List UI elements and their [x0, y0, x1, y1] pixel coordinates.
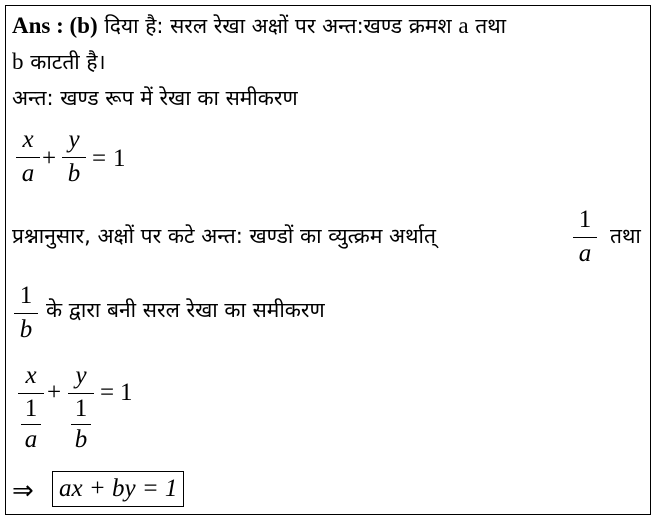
numerator-x: x [22, 126, 34, 153]
plus-sign: + [47, 379, 62, 406]
implies-arrow: ⇒ [12, 476, 34, 505]
fraction-1-over-b [14, 282, 38, 344]
tatha-word: तथा [475, 14, 507, 38]
numerator-x: x [25, 362, 37, 389]
numerator-one: 1 [19, 282, 33, 309]
compound-fraction-x [18, 362, 44, 453]
fraction-x-over-a [16, 126, 40, 188]
compound-fraction-y [68, 362, 94, 453]
fraction-bar [16, 157, 40, 158]
plus-sign: + [42, 145, 57, 172]
fraction-bar [573, 237, 597, 238]
final-equation-box: ax + by = 1 [52, 471, 184, 507]
intercept-b: b [12, 49, 24, 74]
fraction-bar [14, 313, 38, 314]
fraction-y-over-b [62, 126, 86, 188]
rhs-one: 1 [113, 145, 126, 172]
denominator-a: a [578, 240, 592, 267]
fraction-1-over-a [573, 206, 597, 268]
answer-line-1 [12, 14, 506, 37]
numerator-y: y [68, 126, 80, 153]
given-text: दिया है: सरल रेखा अक्षों पर अन्त:खण्ड क्रमश [104, 14, 452, 38]
reciprocal-text: प्रश्नानुसार, अक्षों पर कटे अन्त: खण्डों का व्युत्क्रम अर्थात् [12, 224, 436, 248]
rhs-one: 1 [120, 379, 133, 406]
inner-fraction-bar [21, 424, 41, 425]
line-equation-heading: के द्वारा बनी सरल रेखा का समीकरण [46, 298, 325, 322]
inner-fraction-bar [71, 424, 91, 425]
intercept-form-heading: अन्त: खण्ड रूप में रेखा का समीकरण [12, 86, 298, 110]
fraction-bar [68, 393, 94, 394]
answer-box [5, 5, 651, 515]
denominator-a: a [21, 160, 35, 187]
tatha-word-2: तथा [610, 224, 641, 248]
answer-label: Ans : (b) [12, 13, 98, 38]
inner-numerator-one: 1 [24, 395, 38, 422]
cut-text: काटती है। [30, 50, 106, 74]
equals-sign: = [92, 145, 107, 172]
fraction-bar [62, 157, 86, 158]
numerator-one: 1 [578, 206, 592, 233]
inner-numerator-one: 1 [74, 395, 88, 422]
inner-denominator-b: b [74, 426, 88, 453]
inner-denominator-a: a [24, 426, 38, 453]
denominator-b: b [67, 160, 81, 187]
answer-line-2 [12, 50, 106, 73]
fraction-bar [18, 393, 44, 394]
intercept-a: a [458, 13, 469, 38]
equals-sign: = [100, 379, 115, 406]
denominator-b: b [19, 316, 33, 343]
numerator-y: y [75, 362, 87, 389]
